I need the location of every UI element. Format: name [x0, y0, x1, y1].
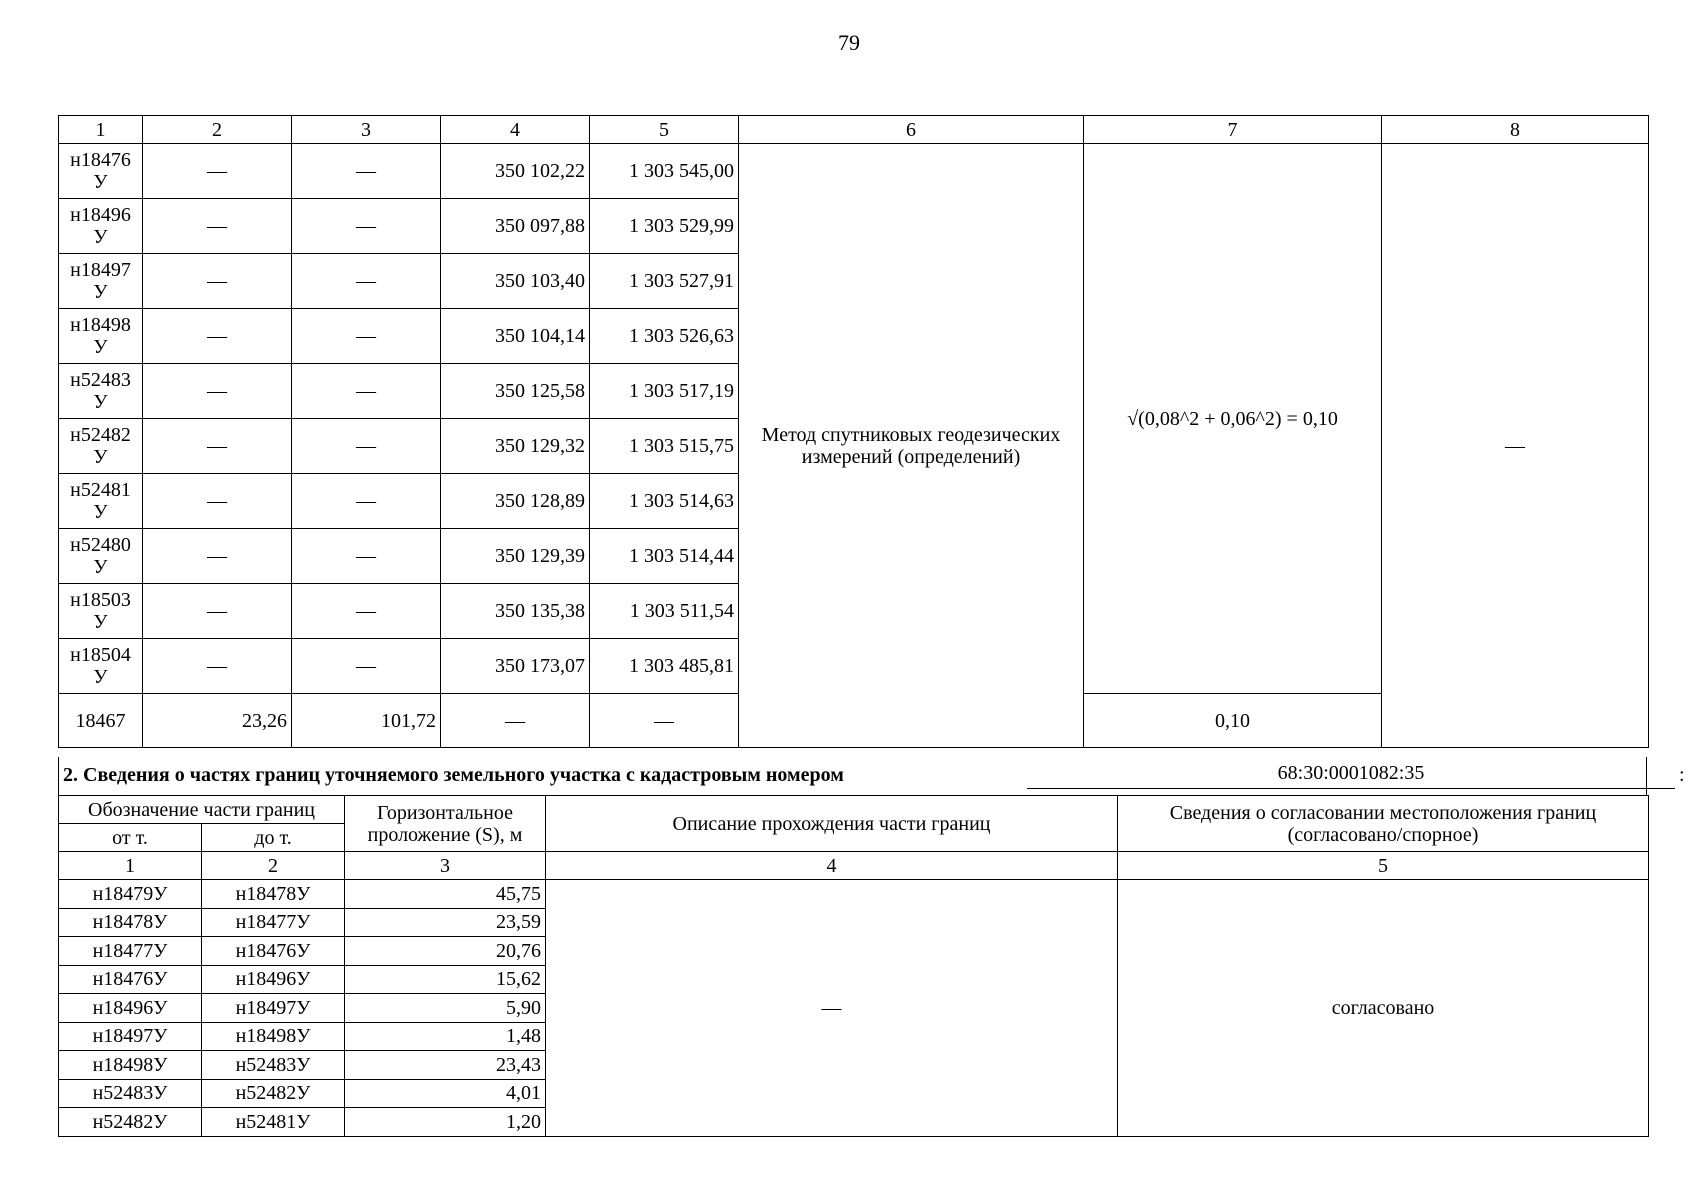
coordinate-x: 350 103,40 [441, 254, 590, 309]
summary-id: 18467 [59, 694, 143, 748]
to-point: н18498У [202, 1022, 345, 1051]
point-id: н18476 У [59, 144, 143, 199]
segment-length: 1,48 [345, 1022, 546, 1051]
header-part: Обозначение части границ [59, 796, 345, 824]
from-point: н52483У [59, 1079, 202, 1108]
table2-col-number: 2 [202, 852, 345, 880]
cell-col3: — [292, 419, 441, 474]
point-id: н18498 У [59, 309, 143, 364]
col8-cell: — [1382, 144, 1649, 748]
cell-col2: — [143, 419, 292, 474]
cell-col3: — [292, 639, 441, 694]
header-length: Горизонтальное проложение (S), м [345, 796, 546, 852]
segment-length: 23,59 [345, 908, 546, 937]
cell-col3: — [292, 199, 441, 254]
table-row [59, 144, 1649, 199]
to-point: н18478У [202, 880, 345, 909]
coordinate-x: 350 129,39 [441, 529, 590, 584]
coordinate-y: 1 303 526,63 [590, 309, 739, 364]
table2-col-number: 1 [59, 852, 202, 880]
coordinate-x: 350 173,07 [441, 639, 590, 694]
cell-col3: — [292, 254, 441, 309]
cell-col2: — [143, 199, 292, 254]
cell-col2: — [143, 584, 292, 639]
to-point: н52481У [202, 1108, 345, 1137]
section2-colon: : [1679, 764, 1685, 786]
from-point: н18478У [59, 908, 202, 937]
coordinate-x: 350 135,38 [441, 584, 590, 639]
segment-length: 1,20 [345, 1108, 546, 1137]
to-point: н18476У [202, 937, 345, 966]
table1-header-cell: 2 [143, 116, 292, 144]
cadastral-number: 68:30:0001082:35 [1027, 762, 1675, 789]
table1-header-cell: 7 [1084, 116, 1382, 144]
coordinate-y: 1 303 527,91 [590, 254, 739, 309]
summary-col4: — [441, 694, 590, 748]
to-point: н52482У [202, 1079, 345, 1108]
cell-col3: — [292, 144, 441, 199]
coordinate-x: 350 129,32 [441, 419, 590, 474]
coordinate-y: 1 303 514,63 [590, 474, 739, 529]
coordinate-y: 1 303 529,99 [590, 199, 739, 254]
coordinate-y: 1 303 514,44 [590, 529, 739, 584]
segment-length: 20,76 [345, 937, 546, 966]
cell-col2: — [143, 144, 292, 199]
cell-col3: — [292, 474, 441, 529]
from-point: н18477У [59, 937, 202, 966]
to-point: н52483У [202, 1051, 345, 1080]
table1-header-row [59, 116, 1649, 144]
cell-col2: — [143, 474, 292, 529]
table1-header-cell: 6 [739, 116, 1084, 144]
header-agreement: Сведения о согласовании местоположения границ (согласовано/спорное) [1118, 796, 1649, 852]
point-id: н52483 У [59, 364, 143, 419]
coordinate-x: 350 128,89 [441, 474, 590, 529]
segment-length: 5,90 [345, 994, 546, 1023]
page-number: 79 [838, 30, 860, 55]
coordinate-x: 350 125,58 [441, 364, 590, 419]
summary-col3: 101,72 [292, 694, 441, 748]
coordinate-x: 350 097,88 [441, 199, 590, 254]
coordinates-table [58, 115, 1649, 748]
segment-length: 45,75 [345, 880, 546, 909]
cell-col2: — [143, 254, 292, 309]
from-point: н18479У [59, 880, 202, 909]
header-description: Описание прохождения части границ [546, 796, 1118, 852]
table1-header-cell: 1 [59, 116, 143, 144]
summary-col2: 23,26 [143, 694, 292, 748]
table2-header-row [59, 796, 1649, 824]
section2-title-row [58, 757, 1685, 795]
segment-length: 15,62 [345, 965, 546, 994]
to-point: н18477У [202, 908, 345, 937]
coordinate-y: 1 303 545,00 [590, 144, 739, 199]
summary-col5: — [590, 694, 739, 748]
to-point: н18496У [202, 965, 345, 994]
from-point: н18496У [59, 994, 202, 1023]
coordinate-x: 350 104,14 [441, 309, 590, 364]
agreement-cell: согласовано [1118, 880, 1649, 1137]
cell-col2: — [143, 364, 292, 419]
cell-col3: — [292, 584, 441, 639]
segment-length: 23,43 [345, 1051, 546, 1080]
cell-col3: — [292, 364, 441, 419]
point-id: н18496 У [59, 199, 143, 254]
table1-header-cell: 8 [1382, 116, 1649, 144]
point-id: н18497 У [59, 254, 143, 309]
boundary-parts-table [58, 795, 1649, 1137]
point-id: н52482 У [59, 419, 143, 474]
from-point: н18476У [59, 965, 202, 994]
method-cell: Метод спутниковых геодезических измерений (определений) [739, 144, 1084, 748]
coordinate-x: 350 102,22 [441, 144, 590, 199]
table-row [59, 880, 1649, 909]
segment-length: 4,01 [345, 1079, 546, 1108]
formula-cell: √(0,08^2 + 0,06^2) = 0,10 [1084, 144, 1382, 694]
point-id: н52480 У [59, 529, 143, 584]
table1-header-cell: 4 [441, 116, 590, 144]
table1-header-cell: 3 [292, 116, 441, 144]
summary-col7: 0,10 [1084, 694, 1382, 748]
cell-col3: — [292, 309, 441, 364]
cell-col2: — [143, 639, 292, 694]
point-id: н52481 У [59, 474, 143, 529]
table2-column-numbers-row [59, 852, 1649, 880]
point-id: н18504 У [59, 639, 143, 694]
description-cell: — [546, 880, 1118, 1137]
cell-col3: — [292, 529, 441, 584]
table2-col-number: 3 [345, 852, 546, 880]
to-point: н18497У [202, 994, 345, 1023]
from-point: н52482У [59, 1108, 202, 1137]
table2-col-number: 4 [546, 852, 1118, 880]
coordinate-y: 1 303 517,19 [590, 364, 739, 419]
table1-header-cell: 5 [590, 116, 739, 144]
header-to: до т. [202, 824, 345, 852]
table2-col-number: 5 [1118, 852, 1649, 880]
coordinate-y: 1 303 511,54 [590, 584, 739, 639]
from-point: н18497У [59, 1022, 202, 1051]
from-point: н18498У [59, 1051, 202, 1080]
cell-col2: — [143, 529, 292, 584]
coordinate-y: 1 303 485,81 [590, 639, 739, 694]
coordinate-y: 1 303 515,75 [590, 419, 739, 474]
point-id: н18503 У [59, 584, 143, 639]
cell-col2: — [143, 309, 292, 364]
header-from: от т. [59, 824, 202, 852]
section2-title: 2. Сведения о частях границ уточняемого земельного участка с кадастровым номером [63, 764, 844, 786]
